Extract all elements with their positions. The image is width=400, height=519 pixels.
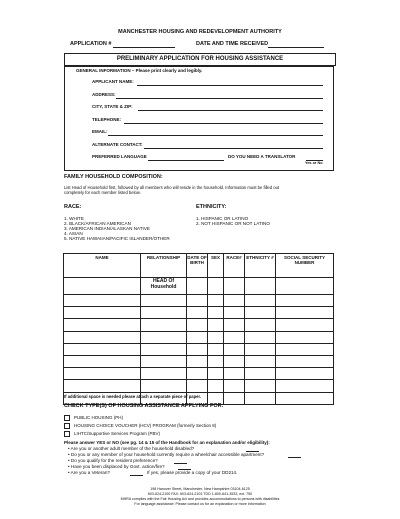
race-option-2: 2. BLACK/AFRICAN AMERICAN — [64, 221, 131, 226]
address-field[interactable] — [116, 98, 323, 99]
table-cell[interactable] — [208, 295, 224, 307]
table-cell[interactable] — [276, 380, 334, 392]
table-cell[interactable] — [224, 307, 245, 319]
table-cell[interactable] — [276, 355, 334, 367]
city-state-zip-label: CITY, STATE & ZIP: — [92, 104, 133, 109]
table-cell[interactable] — [224, 368, 245, 380]
ethnicity-label: ETHNICITY: — [196, 204, 227, 210]
table-cell[interactable] — [245, 355, 276, 367]
col-dob: DATE OF BIRTH — [187, 254, 208, 278]
race-label: RACE: — [64, 204, 82, 210]
table-cell[interactable] — [187, 331, 208, 343]
table-cell[interactable] — [208, 380, 224, 392]
table-cell[interactable] — [141, 355, 187, 367]
applicant-name-label: APPLICANT NAME: — [92, 79, 134, 84]
email-field[interactable] — [108, 135, 323, 136]
table-cell[interactable] — [276, 278, 334, 295]
email-label: EMAIL: — [92, 129, 108, 134]
authority-title: MANCHESTER HOUSING AND REDEVELOPMENT AUTHORITY — [118, 29, 282, 35]
city-state-zip-field[interactable] — [138, 110, 323, 111]
col-sex: SEX — [208, 254, 224, 278]
veteran-tail-text: If yes, please provide a copy of your DD214. — [147, 470, 238, 475]
table-cell[interactable] — [141, 295, 187, 307]
race-option-5: 5. NATIVE HAWAIIAN/PACIFIC ISLANDER/OTHER — [64, 236, 170, 241]
application-number-field[interactable] — [113, 47, 175, 48]
question-resident-preference: • Do you qualify for the resident preference? — [68, 458, 158, 463]
table-header-row — [64, 254, 334, 278]
answer-preference-field[interactable] — [174, 463, 187, 464]
additional-space-note: If additional space is needed please attach a separate piece of paper. — [64, 394, 202, 399]
table-cell[interactable] — [208, 368, 224, 380]
ethnicity-option-2: 2. NOT HISPANIC OR NOT LATINO — [196, 221, 270, 226]
head-of-household-cell: HEAD Of Household — [141, 278, 187, 295]
yes-or-no-hint: Yes or No — [305, 161, 323, 165]
table-cell[interactable] — [208, 307, 224, 319]
form-title: PRELIMINARY APPLICATION FOR HOUSING ASSISTANCE — [64, 53, 336, 66]
table-cell[interactable] — [64, 355, 141, 367]
table-cell[interactable] — [224, 319, 245, 331]
table-cell[interactable] — [245, 392, 276, 404]
table-cell[interactable] — [276, 368, 334, 380]
table-cell[interactable] — [224, 331, 245, 343]
footer-phone: 603-624-2100 FAX: 603-624-2103 TDD 1-800-641-3533, ext. 750 — [147, 492, 253, 496]
alternate-contact-field[interactable] — [144, 148, 323, 149]
table-cell[interactable] — [276, 331, 334, 343]
table-row — [64, 368, 334, 380]
table-cell[interactable] — [187, 343, 208, 355]
translator-label: DO YOU NEED A TRANSLATOR — [228, 154, 296, 159]
checkbox-icon[interactable] — [64, 423, 70, 429]
table-cell[interactable] — [245, 331, 276, 343]
table-cell[interactable] — [224, 343, 245, 355]
table-cell[interactable] — [141, 380, 187, 392]
table-cell[interactable] — [208, 331, 224, 343]
race-option-3: 3. AMERICAN INDIAN/ALASKAN NATIVE — [64, 226, 150, 231]
table-cell[interactable] — [187, 319, 208, 331]
table-cell[interactable] — [187, 380, 208, 392]
table-row — [64, 319, 334, 331]
col-race: RACE# — [224, 254, 245, 278]
table-row — [64, 295, 334, 307]
table-cell[interactable] — [64, 295, 141, 307]
family-heading: FAMILY HOUSEHOLD COMPOSITION: — [64, 174, 163, 180]
table-cell[interactable] — [64, 380, 141, 392]
preferred-language-field[interactable] — [148, 160, 224, 161]
application-number-label: APPLICATION # — [70, 41, 112, 47]
assistance-option-lihtc[interactable]: LIHTC/Supportive Services Program (PBV) — [64, 431, 160, 437]
question-displaced: • Have you been displaced by Govt. action/fire? — [68, 464, 165, 469]
table-cell[interactable] — [187, 278, 208, 295]
table-cell[interactable] — [64, 278, 141, 295]
assistance-option-ph[interactable]: PUBLIC HOUSING (PH) — [64, 415, 123, 421]
table-cell[interactable] — [276, 295, 334, 307]
telephone-label: TELEPHONE: — [92, 117, 122, 122]
question-disabled: • Are you or another adult member of the household disabled? — [68, 446, 195, 451]
address-label: ADDRESS: — [92, 92, 116, 97]
applicant-name-field[interactable] — [137, 85, 323, 86]
table-cell[interactable] — [64, 331, 141, 343]
table-cell[interactable] — [187, 295, 208, 307]
table-row — [64, 343, 334, 355]
table-cell[interactable] — [276, 307, 334, 319]
alternate-contact-label: ALTERNATE CONTACT: — [92, 142, 143, 147]
checkbox-icon[interactable] — [64, 415, 70, 421]
table-cell[interactable] — [245, 380, 276, 392]
checkbox-icon[interactable] — [64, 431, 70, 437]
table-row — [64, 355, 334, 367]
family-instructions-1: List Head of Household first, followed by all members who will reside in the household. Information must be filled out — [64, 185, 280, 190]
col-relationship: RELATIONSHIP — [141, 254, 187, 278]
general-info-heading: GENERAL INFORMATION – Please print clearly and legibly. — [76, 68, 203, 73]
table-row — [64, 331, 334, 343]
table-cell[interactable] — [64, 307, 141, 319]
table-cell[interactable] — [224, 380, 245, 392]
table-cell[interactable] — [276, 343, 334, 355]
table-cell[interactable] — [276, 392, 334, 404]
table-cell[interactable] — [208, 278, 224, 295]
table-cell[interactable] — [64, 368, 141, 380]
footer-language: For language assistance: Please contact us for an explanation or more information — [134, 502, 266, 506]
table-cell[interactable] — [224, 392, 245, 404]
table-cell[interactable] — [245, 295, 276, 307]
table-cell[interactable] — [224, 295, 245, 307]
table-cell[interactable] — [245, 343, 276, 355]
footer-address: 198 Hanover Street, Manchester, New Hampshire 03104-6125 — [150, 487, 250, 491]
answer-wheelchair-field[interactable] — [288, 457, 301, 458]
table-cell[interactable] — [141, 307, 187, 319]
table-cell[interactable] — [245, 319, 276, 331]
table-cell[interactable] — [141, 368, 187, 380]
race-option-4: 4. ASIAN — [64, 231, 83, 236]
table-row — [64, 278, 334, 295]
date-received-label: DATE AND TIME RECEIVED — [196, 41, 269, 47]
table-cell[interactable] — [276, 319, 334, 331]
family-instructions-2: completely for each member listed below. — [64, 190, 141, 195]
table-cell[interactable] — [208, 355, 224, 367]
table-cell[interactable] — [64, 319, 141, 331]
date-received-field[interactable] — [268, 47, 324, 48]
table-row — [64, 380, 334, 392]
table-cell[interactable] — [245, 278, 276, 295]
col-ssn: SOCIAL SECURITY NUMBER — [276, 254, 334, 278]
table-cell[interactable] — [224, 278, 245, 295]
question-wheelchair: • Do you or any member of your household currently require a wheelchair accessible apartment? — [68, 452, 265, 457]
table-cell[interactable] — [141, 319, 187, 331]
assistance-heading: CHECK TYPE(S) OF HOUSING ASSISTANCE APPLYING FOR: — [64, 403, 224, 409]
assistance-option-hcv[interactable]: HOUSING CHOICE VOUCHER (HCV) PROGRAM (formerly Section 8) — [64, 423, 216, 429]
footer-fair-housing: MHRA complies with the Fair Housing Act and provides accommodations to persons with disabilities — [120, 497, 280, 501]
table-row — [64, 307, 334, 319]
table-cell[interactable] — [245, 307, 276, 319]
race-option-1: 1. WHITE — [64, 216, 84, 221]
table-cell[interactable] — [64, 343, 141, 355]
table-cell[interactable] — [224, 355, 245, 367]
ethnicity-option-1: 1. HISPANIC OR LATINO — [196, 216, 249, 221]
table-cell[interactable] — [208, 343, 224, 355]
questions-heading: Please answer YES or NO (see pg. 14 & 15 of the Handbook for an explanation and/or eligibility): — [64, 440, 270, 445]
table-cell[interactable] — [208, 319, 224, 331]
table-cell[interactable] — [187, 368, 208, 380]
table-cell[interactable] — [245, 368, 276, 380]
col-ethnicity: ETHNICITY # — [245, 254, 276, 278]
question-veteran: • Are you a Veteran? — [68, 470, 110, 475]
table-cell[interactable] — [187, 307, 208, 319]
preferred-language-label: PREFERRED LANGUAGE — [92, 154, 147, 159]
col-name: NAME — [64, 254, 141, 278]
household-table — [63, 253, 334, 405]
telephone-field[interactable] — [124, 123, 323, 124]
answer-veteran-field[interactable] — [130, 475, 143, 476]
table-cell[interactable] — [187, 355, 208, 367]
table-cell[interactable] — [141, 343, 187, 355]
table-cell[interactable] — [141, 331, 187, 343]
